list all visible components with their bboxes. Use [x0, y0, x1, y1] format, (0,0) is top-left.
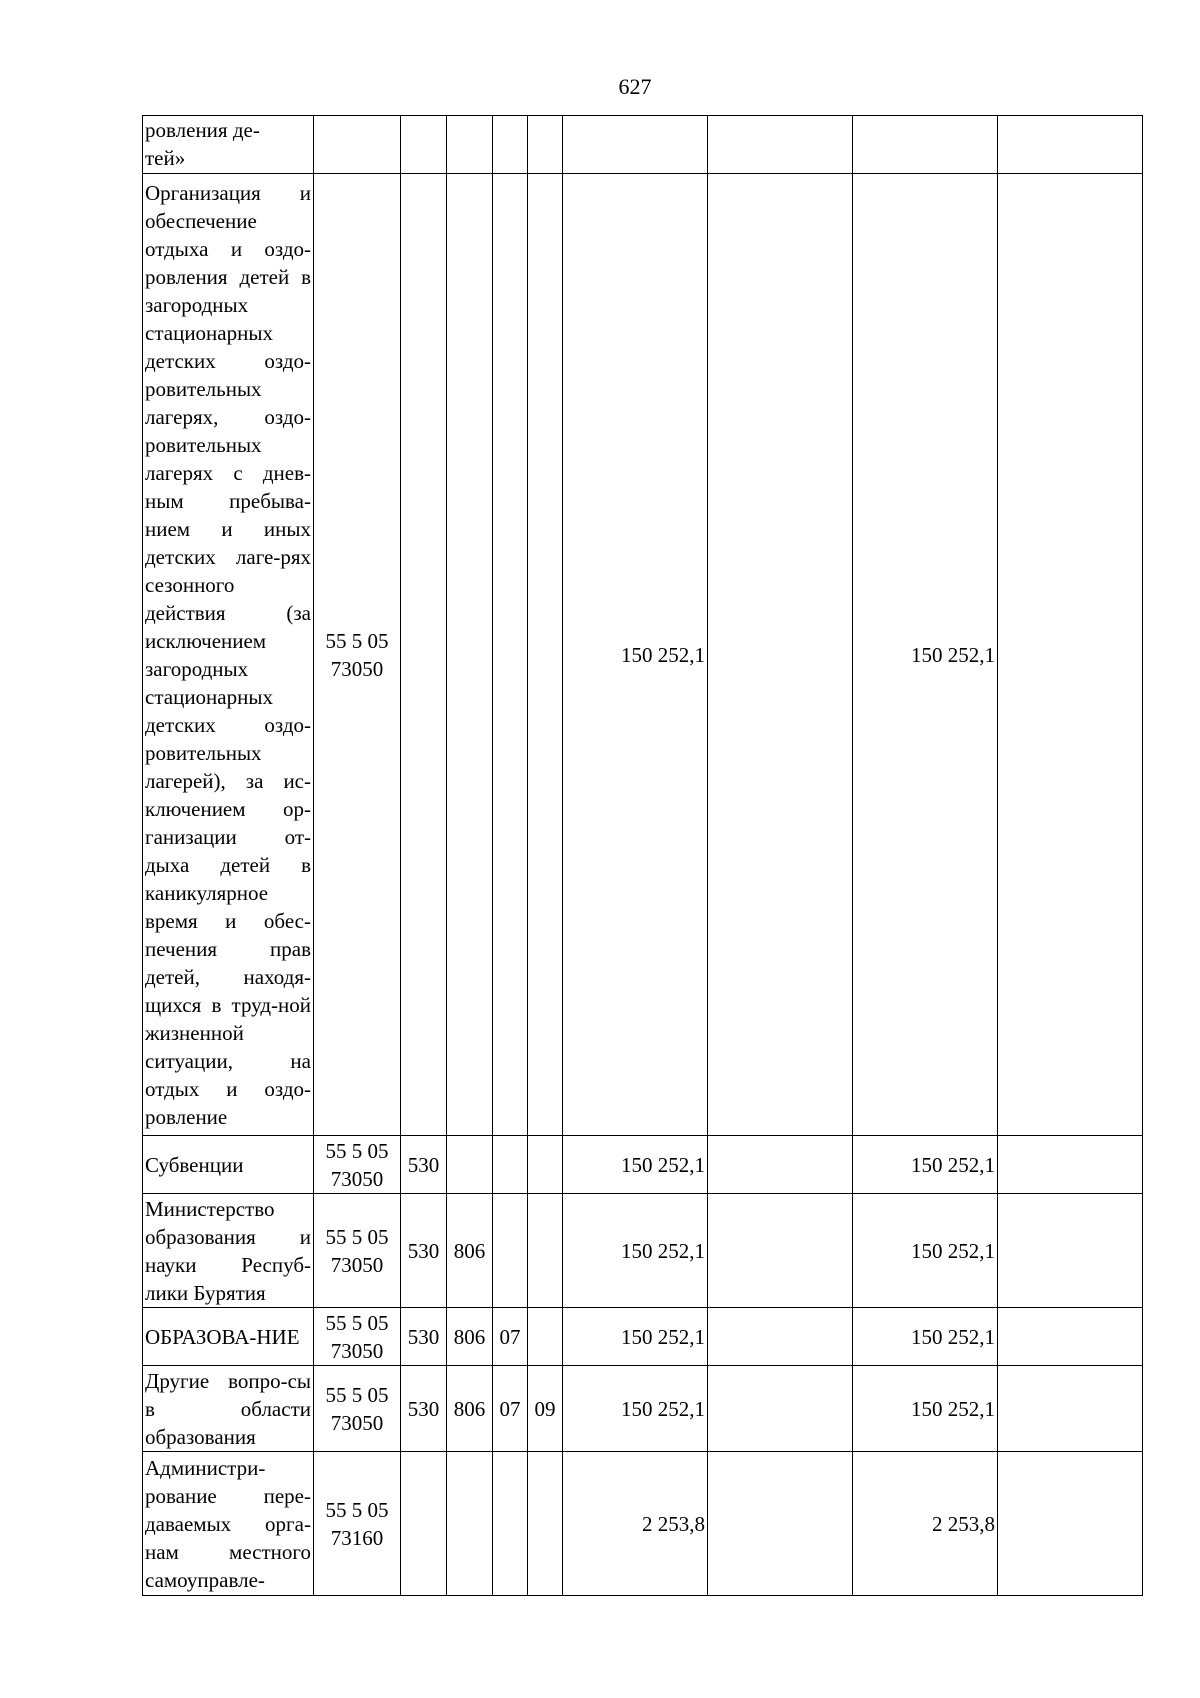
- amount-column-1: 150 252,1: [563, 1194, 708, 1308]
- row-name: Другие вопро-сы в области образования: [143, 1366, 314, 1452]
- row-name: ОБРАЗОВА-НИЕ: [143, 1308, 314, 1366]
- amount-column-1: 150 252,1: [563, 1366, 708, 1452]
- amount-column-1: [563, 116, 708, 174]
- grbs-code: 806: [447, 1308, 493, 1366]
- amount-column-4: [998, 1136, 1143, 1194]
- expense-type-code: [401, 174, 447, 1136]
- section-code: 07: [493, 1308, 528, 1366]
- table-row: [143, 174, 1143, 1136]
- amount-column-2: [708, 116, 853, 174]
- amount-column-4: [998, 116, 1143, 174]
- amount-column-3: 150 252,1: [853, 1194, 998, 1308]
- section-code: [493, 1194, 528, 1308]
- table-row: [143, 1308, 1143, 1366]
- subsection-code: [528, 174, 563, 1136]
- target-article-code: 55 5 05 73050: [314, 1136, 401, 1194]
- target-article-code: 55 5 05 73050: [314, 1194, 401, 1308]
- row-name: Субвенции: [143, 1136, 314, 1194]
- subsection-code: [528, 1194, 563, 1308]
- expense-type-code: 530: [401, 1136, 447, 1194]
- section-code: [493, 1452, 528, 1596]
- target-article-code: 55 5 05 73160: [314, 1452, 401, 1596]
- amount-column-3: 150 252,1: [853, 1366, 998, 1452]
- amount-column-4: [998, 1452, 1143, 1596]
- table-row: [143, 1194, 1143, 1308]
- row-name: Министерство образования и науки Респуб-лики Бурятия: [143, 1194, 314, 1308]
- subsection-code: [528, 1136, 563, 1194]
- amount-column-1: 2 253,8: [563, 1452, 708, 1596]
- row-name-text: ровления де- тей»: [145, 118, 260, 170]
- amount-column-2: [708, 1366, 853, 1452]
- subsection-code: [528, 116, 563, 174]
- row-name: [143, 116, 314, 174]
- amount-column-1: 150 252,1: [563, 1136, 708, 1194]
- subsection-code: [528, 1452, 563, 1596]
- row-name: Администри-рование пере-даваемых орга-нам местного самоуправле-: [143, 1452, 314, 1596]
- amount-column-2: [708, 1136, 853, 1194]
- expense-type-code: 530: [401, 1308, 447, 1366]
- amount-column-3: 150 252,1: [853, 1136, 998, 1194]
- expense-type-code: [401, 1452, 447, 1596]
- amount-column-3: 2 253,8: [853, 1452, 998, 1596]
- page-number: 627: [618, 74, 652, 99]
- amount-column-4: [998, 174, 1143, 1136]
- grbs-code: 806: [447, 1366, 493, 1452]
- table-row: [143, 1366, 1143, 1452]
- expense-type-code: [401, 116, 447, 174]
- table-row: [143, 1136, 1143, 1194]
- amount-column-4: [998, 1308, 1143, 1366]
- amount-column-3: [853, 116, 998, 174]
- amount-column-1: 150 252,1: [563, 174, 708, 1136]
- budget-table: [142, 115, 1143, 1596]
- table-row: [143, 116, 1143, 174]
- grbs-code: [447, 1452, 493, 1596]
- subsection-code: 09: [528, 1366, 563, 1452]
- amount-column-3: 150 252,1: [853, 174, 998, 1136]
- grbs-code: [447, 1136, 493, 1194]
- section-code: [493, 116, 528, 174]
- subsection-code: [528, 1308, 563, 1366]
- amount-column-2: [708, 1194, 853, 1308]
- section-code: [493, 1136, 528, 1194]
- amount-column-4: [998, 1194, 1143, 1308]
- section-code: 07: [493, 1366, 528, 1452]
- amount-column-2: [708, 1452, 853, 1596]
- target-article-code: [314, 116, 401, 174]
- amount-column-2: [708, 174, 853, 1136]
- grbs-code: [447, 116, 493, 174]
- target-article-code: 55 5 05 73050: [314, 1366, 401, 1452]
- target-article-code: 55 5 05 73050: [314, 174, 401, 1136]
- amount-column-3: 150 252,1: [853, 1308, 998, 1366]
- section-code: [493, 174, 528, 1136]
- expense-type-code: 530: [401, 1194, 447, 1308]
- expense-type-code: 530: [401, 1366, 447, 1452]
- table-row: [143, 1452, 1143, 1596]
- grbs-code: 806: [447, 1194, 493, 1308]
- amount-column-4: [998, 1366, 1143, 1452]
- amount-column-1: 150 252,1: [563, 1308, 708, 1366]
- grbs-code: [447, 174, 493, 1136]
- amount-column-2: [708, 1308, 853, 1366]
- target-article-code: 55 5 05 73050: [314, 1308, 401, 1366]
- row-name: Организация и обеспечение отдыха и оздо-ровления детей в загородных стационарных детских оздо-ровительных лагерях, оздо-ровительных лагерях с днев-ным пребыва-нием и иных детских лаге-рях сезонного действия (за исключением загородных стационарных детских оздо-ровительных лагерей), за ис-ключением ор-ганизации от-дыха детей в каникулярное время и обес-печения прав детей, находя-щихся в труд-ной жизненной ситуации, на отдых и оздо-ровление: [143, 174, 314, 1136]
